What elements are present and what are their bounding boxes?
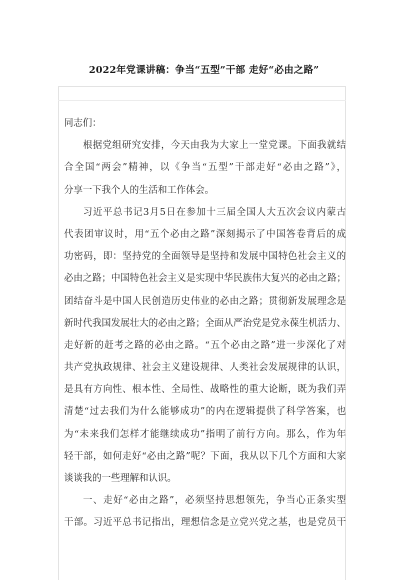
body-text-line: 同志们： — [64, 118, 102, 129]
body-text-line: 新时代我国发展壮大的必由之路；全面从严治党是党永葆生机活力、 — [64, 317, 346, 329]
body-text-line: 分享一下我个人的生活和工作体会。 — [64, 184, 215, 196]
body-text-line: 是具有方向性、根本性、全局性、战略性的重大论断，既为我们弄 — [64, 384, 346, 396]
body-text-line: 共产党执政规律、社会主义建设规律、人类社会发展规律的认识， — [64, 362, 346, 374]
body-text-line: 清楚“过去我们为什么能够成功”的内在逻辑提供了科学答案，也 — [64, 406, 346, 418]
body-text-line: 根据党组研究安排，今天由我为大家上一堂党课。下面我就结 — [83, 140, 346, 152]
body-text-line: 团结奋斗是中国人民创造历史伟业的必由之路；贯彻新发展理念是 — [64, 295, 346, 307]
body-text-line: 功密码，即：坚持党的全面领导是坚持和发展中国特色社会主义的 — [64, 251, 346, 263]
body-text-line: 谈谈我的一些理解和认识。 — [64, 473, 177, 484]
body-text-line: 为“未来我们怎样才能继续成功”指明了前行方向。那么，作为年 — [64, 428, 346, 440]
document-body — [64, 113, 346, 535]
body-text-line: 合全国“两会”精神，以《争当“五型”干部走好“必由之路”》， — [64, 162, 346, 174]
body-text-line: 一、走好“必由之路”，必须坚持思想领先，争当心正条实型 — [83, 495, 346, 507]
body-text-line: 轻干部，如何走好“必由之路”呢？下面，我从以下几个方面和大家 — [64, 450, 346, 462]
body-text-line: 走好新的赶考之路的必由之路。“五个必由之路”进一步深化了对 — [64, 339, 346, 351]
body-text-line: 习近平总书记3月5日在参加十三届全国人大五次会议内蒙古 — [83, 206, 346, 218]
document-title: 2022年党课讲稿：争当“五型”干部 走好“必由之路” — [88, 65, 320, 76]
body-text-line: 必由之路；中国特色社会主义是实现中华民族伟大复兴的必由之路； — [64, 273, 346, 285]
frame-divider — [58, 100, 346, 101]
body-text-line: 干部。习近平总书记指出，理想信念是立党兴党之基，也是党员干 — [64, 517, 346, 529]
body-text-line: 代表团审议时，用“五个必由之路”深刻揭示了中国答卷背后的成 — [64, 228, 346, 240]
